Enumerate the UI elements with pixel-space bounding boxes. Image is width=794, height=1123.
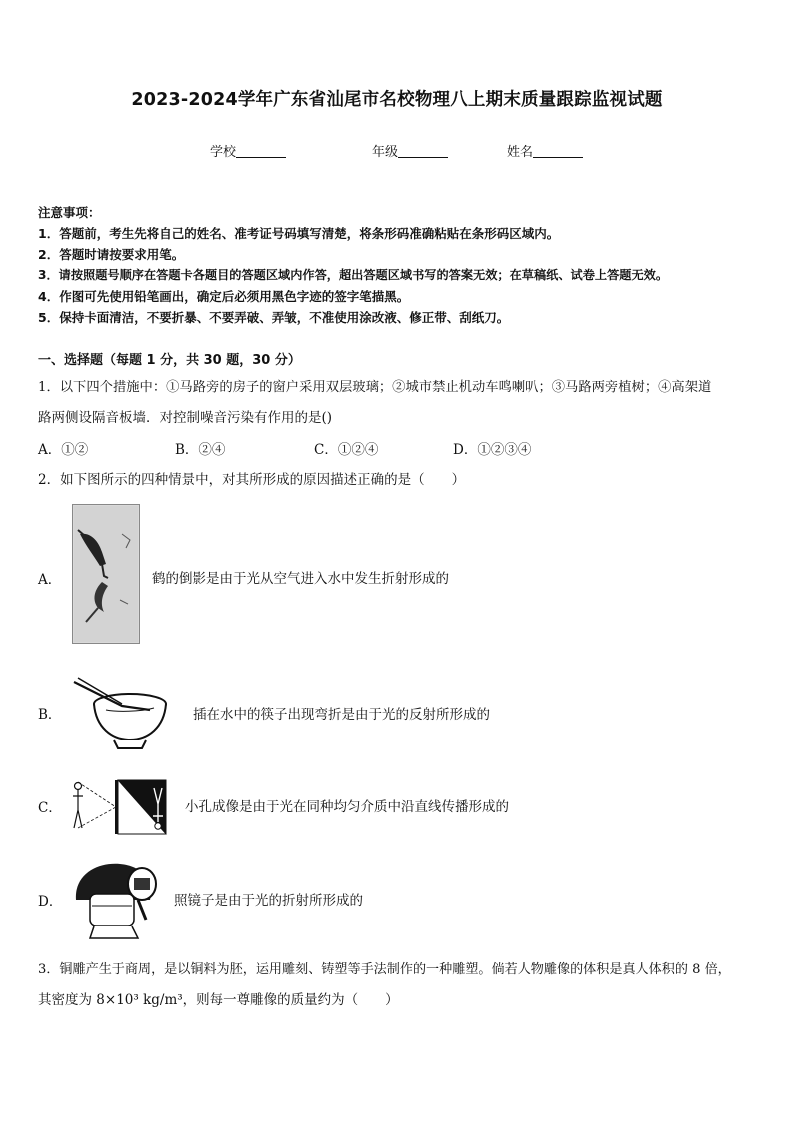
mirror-figure: [70, 860, 166, 940]
q1-option-c: C．①②④: [314, 442, 379, 458]
q1-option-a: A．①②: [38, 442, 89, 458]
q2-option-a-text: 鹤的倒影是由于光从空气进入水中发生折射形成的: [152, 571, 449, 587]
bowl-chopsticks-figure: [70, 676, 170, 756]
q1-line1: 1．以下四个措施中：①马路旁的房子的窗户采用双层玻璃；②城市禁止机动车鸣喇叭；③马路两旁植树；④高架道: [38, 380, 712, 395]
q2-option-c-text: 小孔成像是由于光在同种均匀介质中沿直线传播形成的: [185, 799, 509, 815]
notice-item-5: 5．保持卡面清洁，不要折暴、不要弄破、弄皱，不准使用涂改液、修正带、刮纸刀。: [38, 310, 510, 325]
school-label: 学校: [210, 145, 237, 160]
grade-blank: [398, 144, 448, 158]
q2-stem: 2．如下图所示的四种情景中，对其所形成的原因描述正确的是（ ）: [38, 472, 466, 488]
q2-option-b-text: 插在水中的筷子出现弯折是由于光的反射所形成的: [193, 707, 490, 723]
notice-item-1: 1．答题前，考生先将自己的姓名、准考证号码填写清楚，将条形码准确粘贴在条形码区域内。: [38, 226, 560, 241]
school-field: [210, 141, 286, 160]
notice-item-4: 4．作图可先使用铅笔画出，确定后必须用黑色字迹的签字笔描黑。: [38, 289, 410, 304]
notice-item-2: 2．答题时请按要求用笔。: [38, 247, 185, 262]
name-label: 姓名: [507, 145, 534, 160]
crane-reflection-figure: [72, 504, 140, 644]
q2-option-a-letter: A．: [38, 572, 62, 588]
page-title: 2023-2024学年广东省汕尾市名校物理八上期末质量跟踪监视试题: [131, 90, 663, 110]
q3-line2: 其密度为 8×10³ kg/m³，则每一尊雕像的质量约为（ ）: [38, 992, 399, 1008]
q3-line1: 3．铜雕产生于商周，是以铜料为胚，运用雕刻、铸塑等手法制作的一种雕塑。倘若人物雕像的体积是真人体积的 8 倍，: [38, 962, 731, 977]
section-heading: 一、选择题（每题 1 分，共 30 题，30 分）: [38, 353, 301, 368]
q2-option-d-letter: D．: [38, 894, 63, 910]
q2-option-d-text: 照镜子是由于光的折射所形成的: [174, 893, 363, 909]
grade-label: 年级: [372, 145, 399, 160]
q1-line2: 路两侧设隔音板墙．对控制噪音污染有作用的是(): [38, 410, 333, 426]
name-blank: [533, 144, 583, 158]
notice-heading: 注意事项：: [38, 205, 101, 220]
name-field: [507, 141, 583, 160]
q1-option-d: D．①②③④: [453, 442, 532, 458]
pinhole-camera-figure: [70, 776, 168, 838]
q2-option-b-letter: B．: [38, 707, 62, 723]
q2-option-c-letter: C．: [38, 800, 62, 816]
grade-field: [372, 141, 448, 160]
notice-item-3: 3．请按照题号顺序在答题卡各题目的答题区域内作答，超出答题区域书写的答案无效；在草稿纸、试卷上答题无效。: [38, 268, 669, 282]
school-blank: [236, 144, 286, 158]
q1-option-b: B．②④: [175, 442, 226, 458]
